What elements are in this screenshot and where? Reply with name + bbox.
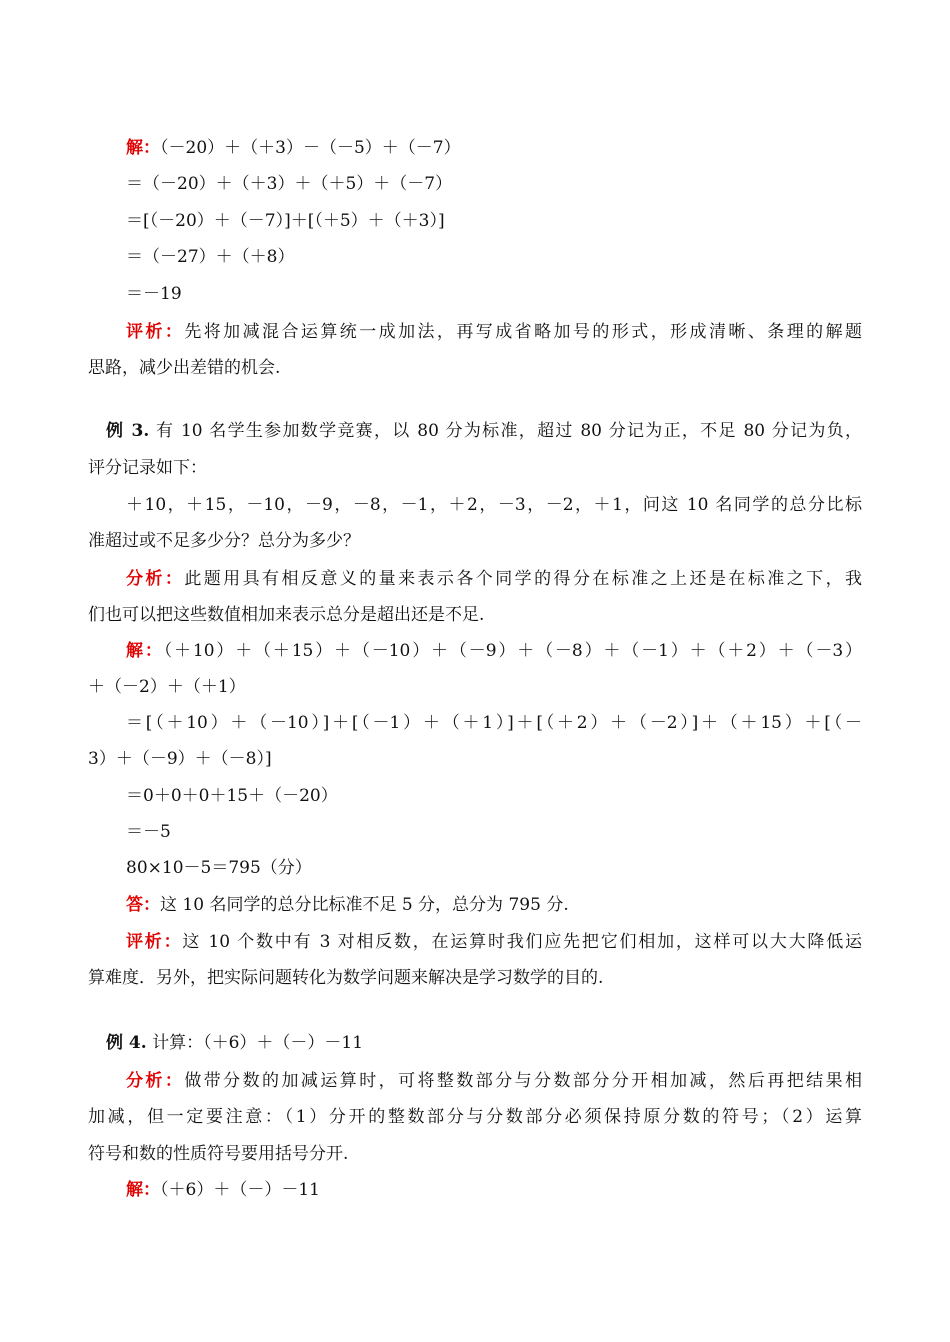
example-3-solution-line-2: ＋（－2）＋（＋1） [88,677,246,697]
solution-text: （＋10）＋（＋15）＋（－10）＋（－9）＋（－8）＋（－1）＋（＋2）＋（－3） [163,641,862,661]
comment-text: 先将加减混合运算统一成加法，再写成省略加号的形式，形成清晰、条理的解题 [184,322,863,342]
solution-line-5: ＝－19 [126,284,182,304]
solution-text: （－20）＋（＋3）－（－5）＋（－7） [160,138,461,158]
solution-label: 解： [126,641,164,661]
example-3-answer [126,894,569,916]
answer-text: 这 10 名同学的总分比标准不足 5 分，总分为 795 分. [160,895,569,915]
analysis-label: 分析： [126,569,185,589]
analysis-text: 此题用具有相反意义的量来表示各个同学的得分在标准之上还是在标准之下，我 [184,569,863,589]
answer-label: 答： [126,895,160,915]
comment-label: 评析： [126,322,185,342]
example-3-analysis-line-2: 们也可以把这些数值相加来表示总分是超出还是不足. [88,605,485,625]
solution-line-4: ＝（－27）＋（＋8） [126,247,295,267]
comment-line-1 [126,321,862,343]
solution-line-2: ＝（－20）＋（＋3）＋（＋5）＋（－7） [126,174,453,194]
example-4-analysis-line-3: 符号和数的性质符号要用括号分开. [88,1144,349,1164]
example-3-question-line-1 [106,420,862,442]
example-3-question-line-4: 准超过或不足多少分？总分为多少？ [88,531,360,551]
example-4-question [106,1032,363,1054]
example-3-solution-line-1 [126,640,862,662]
example-4-question-text: 计算：（＋6）＋（－）－11 [152,1033,364,1053]
example-3-solution-line-7: 80×10－5＝795（分） [126,858,312,878]
example-4-title: 例 4. [106,1033,147,1053]
example-3-solution-line-6: ＝－5 [126,822,171,842]
solution-label: 解： [126,138,160,158]
example-4-analysis-line-2: 加减，但一定要注意：（1）分开的整数部分与分数部分必须保持原分数的符号；（2）运算 [88,1107,862,1127]
comment-text: 这 10 个数中有 3 对相反数，在运算时我们应先把它们相加，这样可以大大降低运 [182,932,863,952]
solution-label: 解： [126,1180,160,1200]
example-3-solution-line-3: ＝[（＋10）＋（－10）]＋[（－1）＋（＋1）]＋[（＋2）＋（－2）]＋（＋15）＋[（－ [126,713,862,733]
comment-line-2: 思路，减少出差错的机会. [88,358,281,378]
example-3-scores: ＋10，＋15，－10，－9，－8，－1，＋2，－3，－2，＋1，问这 10 名同学的总分比标 [126,495,862,515]
example-3-comment-line-1 [126,931,862,953]
solution-line-3: ＝[（－20）＋（－7）]＋[（＋5）＋（＋3）] [126,211,445,231]
example-3-analysis-line-1 [126,568,862,590]
comment-label: 评析： [126,932,183,952]
example-3-question-line-2: 评分记录如下： [88,458,207,478]
example-3-solution-line-5: ＝0＋0＋0＋15＋（－20） [126,786,338,806]
analysis-text: 做带分数的加减运算时，可将整数部分与分数部分分开相加减，然后再把结果相 [184,1071,863,1091]
example-4-analysis-line-1 [126,1070,862,1092]
analysis-label: 分析： [126,1071,185,1091]
solution-line-1 [126,137,461,159]
example-3-solution-line-4: 3）＋（－9）＋（－8）] [88,749,272,769]
example-3-question-text: 有 10 名学生参加数学竞赛，以 80 分为标准，超过 80 分记为正，不足 80 分记为负， [155,421,862,441]
solution-text: （＋6）＋（－）－11 [160,1180,320,1200]
example-3-comment-line-2: 算难度．另外，把实际问题转化为数学问题来解决是学习数学的目的. [88,968,604,988]
example-4-solution-line-1 [126,1179,320,1201]
example-3-title: 例 3. [106,421,150,441]
